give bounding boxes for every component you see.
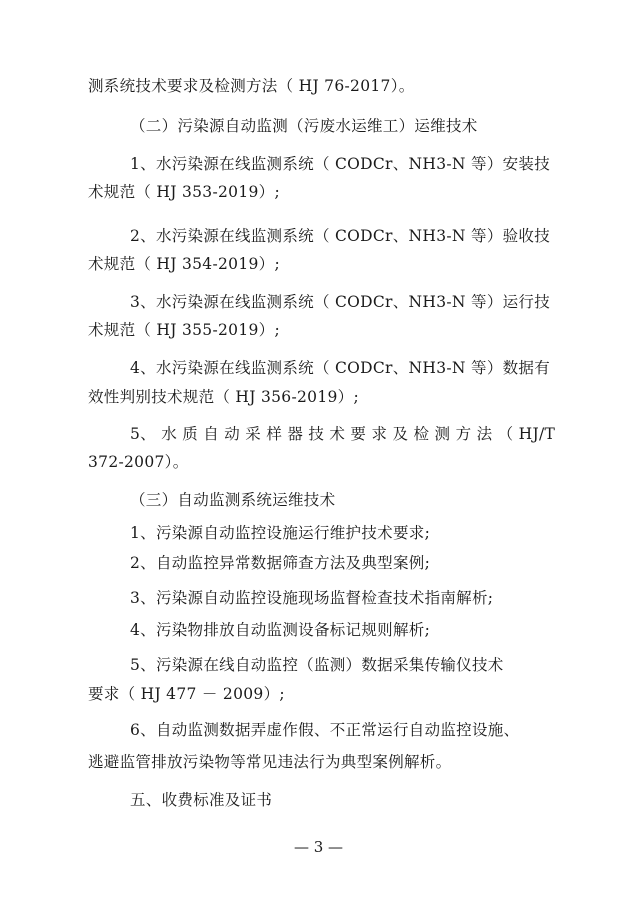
text-line-continuation: 测系统技术要求及检测方法（ HJ 76-2017）。	[88, 77, 415, 95]
list-item-3-3: 3、污染源自动监控设施现场监督检查技术指南解析;	[130, 589, 494, 607]
subsection-heading-2: （二）污染源自动监测（污废水运维工）运维技术	[130, 117, 478, 135]
list-item-3-1: 1、污染源自动监控设施运行维护技术要求;	[130, 524, 431, 542]
list-item-3-4: 4、污染物排放自动监测设备标记规则解析;	[130, 621, 431, 639]
list-item-2-5-line-2: 372-2007）。	[88, 453, 189, 471]
page-number: — 3 —	[293, 838, 344, 856]
list-item-2-5-line-1: 5、 水 质 自 动 采 样 器 技 术 要 求 及 检 测 方 法 （ HJ/T	[130, 425, 556, 443]
list-item-2-1-line-1: 1、水污染源在线监测系统（ CODCr、NH3-N 等）安装技	[130, 155, 551, 173]
list-item-2-4-line-2: 效性判别技术规范（ HJ 356-2019）;	[88, 388, 359, 406]
subsection-heading-3: （三）自动监测系统运维技术	[130, 491, 336, 509]
list-item-2-2-line-2: 术规范（ HJ 354-2019）;	[88, 255, 280, 273]
list-item-3-6-line-1: 6、自动监测数据弄虚作假、不正常运行自动监控设施、	[130, 721, 520, 739]
list-item-2-2-line-1: 2、水污染源在线监测系统（ CODCr、NH3-N 等）验收技	[130, 227, 551, 245]
list-item-2-3-line-2: 术规范（ HJ 355-2019）;	[88, 321, 280, 339]
list-item-3-5-line-2: 要求（ HJ 477 － 2009）;	[88, 685, 285, 703]
section-heading-5: 五、收费标准及证书	[130, 791, 273, 809]
list-item-2-1-line-2: 术规范（ HJ 353-2019）;	[88, 183, 280, 201]
list-item-2-4-line-1: 4、水污染源在线监测系统（ CODCr、NH3-N 等）数据有	[130, 359, 551, 377]
list-item-3-2: 2、自动监控异常数据筛查方法及典型案例;	[130, 554, 431, 572]
list-item-2-3-line-1: 3、水污染源在线监测系统（ CODCr、NH3-N 等）运行技	[130, 293, 551, 311]
list-item-3-5-line-1: 5、污染源在线自动监控（监测）数据采集传输仪技术	[130, 656, 504, 674]
list-item-3-6-line-2: 逃避监管排放污染物等常见违法行为典型案例解析。	[88, 753, 452, 771]
